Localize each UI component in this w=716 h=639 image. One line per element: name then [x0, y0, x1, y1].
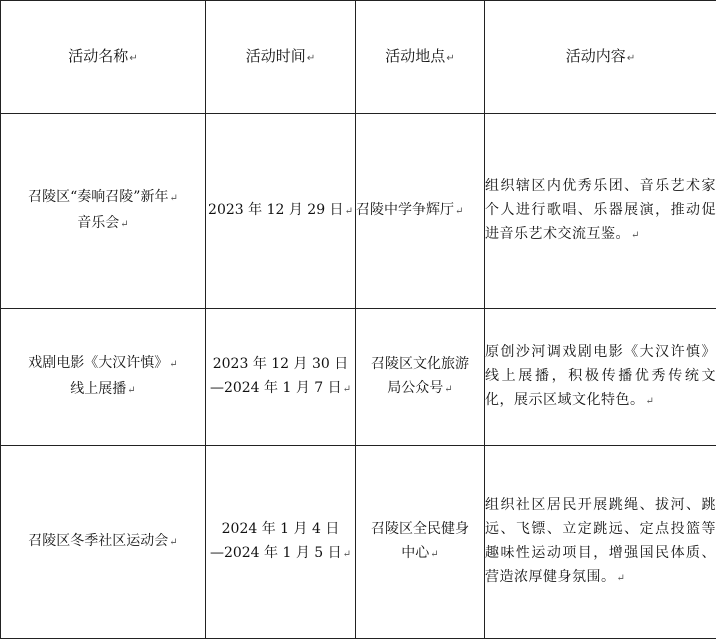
table-header-row: [1, 1, 716, 114]
header-activity-time: 活动时间↵: [206, 1, 356, 114]
table-row: [1, 114, 716, 309]
paragraph-mark: ↵: [307, 53, 315, 64]
activity-time-cell: 2023 年 12 月 29 日↵: [206, 114, 356, 309]
paragraph-mark: ↵: [129, 53, 137, 64]
activity-time-cell: 2023 年 12 月 30 日 —2024 年 1 月 7 日↵: [206, 309, 356, 446]
paragraph-mark: ↵: [627, 53, 635, 64]
activity-place-cell: 召陵区文化旅游 局公众号↵: [356, 309, 485, 446]
header-activity-content: 活动内容↵: [485, 1, 716, 114]
activity-content-cell: 组织社区居民开展跳绳、拔河、跳远、飞镖、立定跳远、定点投篮等趣味性运动项目，增强国民体质、营造浓厚健身氛围。↵: [485, 446, 716, 639]
header-activity-name: 活动名称↵: [1, 1, 206, 114]
activity-time-cell: 2024 年 1 月 4 日 —2024 年 1 月 5 日↵: [206, 446, 356, 639]
activity-place-cell: 召陵区全民健身 中心↵: [356, 446, 485, 639]
activity-content-cell: 组织辖区内优秀乐团、音乐艺术家个人进行歌唱、乐器展演，推动促进音乐艺术交流互鉴。↵: [485, 114, 716, 309]
header-activity-place: 活动地点↵: [356, 1, 485, 114]
activity-content-cell: 原创沙河调戏剧电影《大汉许慎》线上展播，积极传播优秀传统文化，展示区域文化特色。↵: [485, 309, 716, 446]
paragraph-mark: ↵: [446, 53, 454, 64]
activity-name-cell: 戏剧电影《大汉许慎》↵ 线上展播↵: [1, 309, 206, 446]
table-row: [1, 446, 716, 639]
table-row: [1, 309, 716, 446]
activity-name-cell: 召陵区冬季社区运动会↵: [1, 446, 206, 639]
activity-name-cell: 召陵区“奏响召陵”新年↵ 音乐会↵: [1, 114, 206, 309]
activity-place-cell: 召陵中学争辉厅↵: [356, 114, 485, 309]
